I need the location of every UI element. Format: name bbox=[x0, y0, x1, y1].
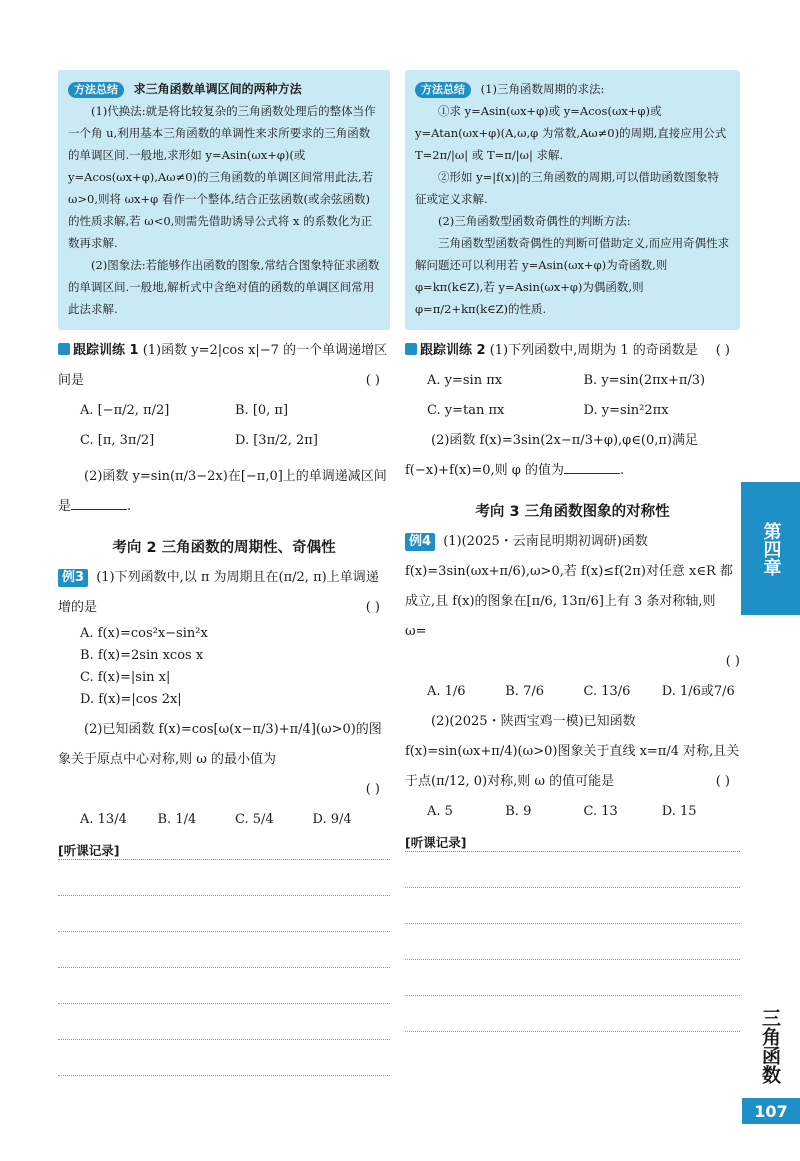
option[interactable]: A. 5 bbox=[427, 804, 453, 819]
option-grid bbox=[405, 797, 740, 827]
example-4 bbox=[405, 527, 740, 827]
option[interactable]: A. 1/6 bbox=[427, 684, 466, 699]
option[interactable]: D. y=sin²2πx bbox=[583, 403, 669, 418]
answer-paren: ( ) bbox=[365, 373, 380, 388]
question-text: (2)已知函数 f(x)=cos[ω(x−π/3)+π/4](ω>0)的图象关于原点中心对称,则 ω 的最小值为 bbox=[58, 722, 382, 767]
method-paragraph: (1)代换法:就是将比较复杂的三角函数处理后的整体当作一个角 u,利用基本三角函数的单调性来求所要求的三角函数的单调区间.一般地,求形如 y=Asin(ωx+φ)(或 y=Acos(ωx+φ),Aω≠0)的三角函数的单调区间常用此法,若 ω>0,则将 ωx+φ 看作一个整体,结合正弦函数(或余弦函数)的性质求解,若 ω<0,则需先借助诱导公式将 x 的系数化为正数再求解. bbox=[68, 104, 376, 250]
note-line bbox=[405, 960, 740, 996]
option[interactable]: A. f(x)=cos²x−sin²x bbox=[80, 626, 208, 641]
question-text: (2)函数 f(x)=3sin(2x−π/3+φ),φ∈(0,π)满足 f(−x)+f(x)=0,则 φ 的值为 bbox=[405, 433, 698, 478]
answer-paren: ( ) bbox=[715, 774, 730, 789]
notes-title: [听课记录] bbox=[58, 841, 390, 860]
option[interactable]: D. 9/4 bbox=[312, 812, 352, 827]
option[interactable]: C. 5/4 bbox=[235, 812, 274, 827]
option[interactable]: D. [3π/2, 2π] bbox=[235, 433, 318, 448]
answer-paren: ( ) bbox=[725, 654, 740, 669]
track-label: 跟踪训练 2 bbox=[405, 343, 486, 358]
option[interactable]: D. 1/6或7/6 bbox=[661, 684, 735, 699]
question-text: (1)下列函数中,周期为 1 的奇函数是 bbox=[489, 343, 698, 358]
option[interactable]: B. y=sin(2πx+π/3) bbox=[583, 373, 706, 388]
answer-blank[interactable] bbox=[71, 495, 127, 510]
note-line bbox=[58, 1040, 390, 1076]
chapter-tab[interactable]: 第四章 bbox=[741, 482, 800, 615]
notes-area[interactable] bbox=[405, 852, 740, 1032]
punct: . bbox=[620, 463, 625, 478]
method-paragraph: (2)三角函数型函数奇偶性的判断方法: bbox=[438, 214, 631, 228]
answer-paren: ( ) bbox=[365, 600, 380, 615]
method-paragraph: (1)三角函数周期的求法: bbox=[480, 82, 605, 96]
option[interactable]: A. y=sin πx bbox=[427, 373, 503, 388]
note-line bbox=[58, 860, 390, 896]
chapter-title: 三角函数 bbox=[759, 1008, 781, 1084]
track-exercise-2 bbox=[405, 336, 740, 486]
note-line bbox=[58, 896, 390, 932]
section-heading: 考向 3 三角函数图象的对称性 bbox=[475, 504, 670, 520]
option[interactable]: B. [0, π] bbox=[235, 403, 289, 418]
answer-blank[interactable] bbox=[564, 459, 620, 474]
question-text: (1)函数 y=2|cos x|−7 的一个单调递增区间是 bbox=[58, 343, 388, 388]
left-column bbox=[58, 70, 390, 1076]
method-paragraph: ①求 y=Asin(ωx+φ)或 y=Acos(ωx+φ)或 y=Atan(ωx+φ)(A,ω,φ 为常数,Aω≠0)的周期,直接应用公式 T=2π/|ω| 或 T=π/|ω| 求解. bbox=[415, 104, 727, 162]
option[interactable]: B. f(x)=2sin xcos x bbox=[80, 648, 204, 663]
right-column bbox=[405, 70, 740, 1032]
method-paragraph: ②形如 y=|f(x)|的三角函数的周期,可以借助函数图象特征或定义求解. bbox=[415, 170, 719, 206]
page-number: 107 bbox=[742, 1098, 800, 1124]
option[interactable]: C. [π, 3π/2] bbox=[80, 433, 155, 448]
option-grid bbox=[405, 366, 740, 426]
note-line bbox=[405, 888, 740, 924]
option[interactable]: C. 13/6 bbox=[583, 684, 631, 699]
punct: . bbox=[127, 499, 132, 514]
option[interactable]: D. 15 bbox=[661, 804, 697, 819]
method-paragraph: 三角函数型函数奇偶性的判断可借助定义,而应用奇偶性求解问题还可以利用若 y=Asin(ωx+φ)为奇函数,则 φ=kπ(k∈Z),若 y=Asin(ωx+φ)为偶函数,则 φ=π/2+kπ(k∈Z)的性质. bbox=[415, 236, 730, 316]
option[interactable]: C. y=tan πx bbox=[427, 403, 505, 418]
option[interactable]: A. [−π/2, π/2] bbox=[80, 403, 170, 418]
option-list bbox=[58, 623, 390, 711]
section-heading: 考向 2 三角函数的周期性、奇偶性 bbox=[112, 540, 336, 556]
option[interactable]: C. f(x)=|sin x| bbox=[80, 670, 171, 685]
option[interactable]: D. f(x)=|cos 2x| bbox=[80, 692, 182, 707]
method-summary-box-left bbox=[58, 70, 390, 330]
method-badge: 方法总结 bbox=[415, 82, 471, 98]
option[interactable]: B. 1/4 bbox=[157, 812, 197, 827]
method-title: 求三角函数单调区间的两种方法 bbox=[133, 82, 302, 96]
notes-title: [听课记录] bbox=[405, 833, 740, 852]
method-paragraph: (2)图象法:若能够作出函数的图象,常结合图象特征求函数的单调区间.一般地,解析式中含绝对值的函数的单调区间常用此法求解. bbox=[68, 258, 380, 316]
note-line bbox=[58, 932, 390, 968]
question-text: (2)函数 y=sin(π/3−2x)在[−π,0]上的单调递减区间是 bbox=[58, 469, 387, 514]
note-line bbox=[405, 852, 740, 888]
notes-area[interactable] bbox=[58, 860, 390, 1076]
option-grid bbox=[405, 677, 740, 707]
track-label: 跟踪训练 1 bbox=[58, 343, 139, 358]
answer-paren: ( ) bbox=[365, 782, 380, 797]
question-text: (2)(2025・陕西宝鸡一模)已知函数 f(x)=sin(ωx+π/4)(ω>0)图象关于直线 x=π/4 对称,且关于点(π/12, 0)对称,则 ω 的值可能是 bbox=[405, 714, 740, 789]
example-label: 例3 bbox=[58, 569, 88, 587]
option-grid bbox=[58, 805, 390, 835]
method-badge: 方法总结 bbox=[68, 82, 124, 98]
track-exercise-1 bbox=[58, 336, 390, 522]
option[interactable]: C. 13 bbox=[583, 804, 618, 819]
answer-paren: ( ) bbox=[715, 343, 730, 358]
note-line bbox=[58, 968, 390, 1004]
question-text: (1)(2025・云南昆明期初调研)函数 f(x)=3sin(ωx+π/6),ω>0,若 f(x)≤f(2π)对任意 x∈R 都成立,且 f(x)的图象在[π/6, 13π/6]上有 3 条对称轴,则 ω= bbox=[405, 534, 733, 639]
question-text: (1)下列函数中,以 π 为周期且在(π/2, π)上单调递增的是 bbox=[58, 570, 379, 615]
note-line bbox=[405, 996, 740, 1032]
pencil-icon bbox=[58, 343, 70, 355]
pencil-icon bbox=[405, 343, 417, 355]
option[interactable]: A. 13/4 bbox=[80, 812, 127, 827]
option[interactable]: B. 9 bbox=[505, 804, 532, 819]
method-summary-box-right bbox=[405, 70, 740, 330]
option-grid bbox=[58, 396, 390, 456]
option[interactable]: B. 7/6 bbox=[505, 684, 544, 699]
note-line bbox=[58, 1004, 390, 1040]
example-label: 例4 bbox=[405, 533, 435, 551]
example-3 bbox=[58, 563, 390, 835]
note-line bbox=[405, 924, 740, 960]
